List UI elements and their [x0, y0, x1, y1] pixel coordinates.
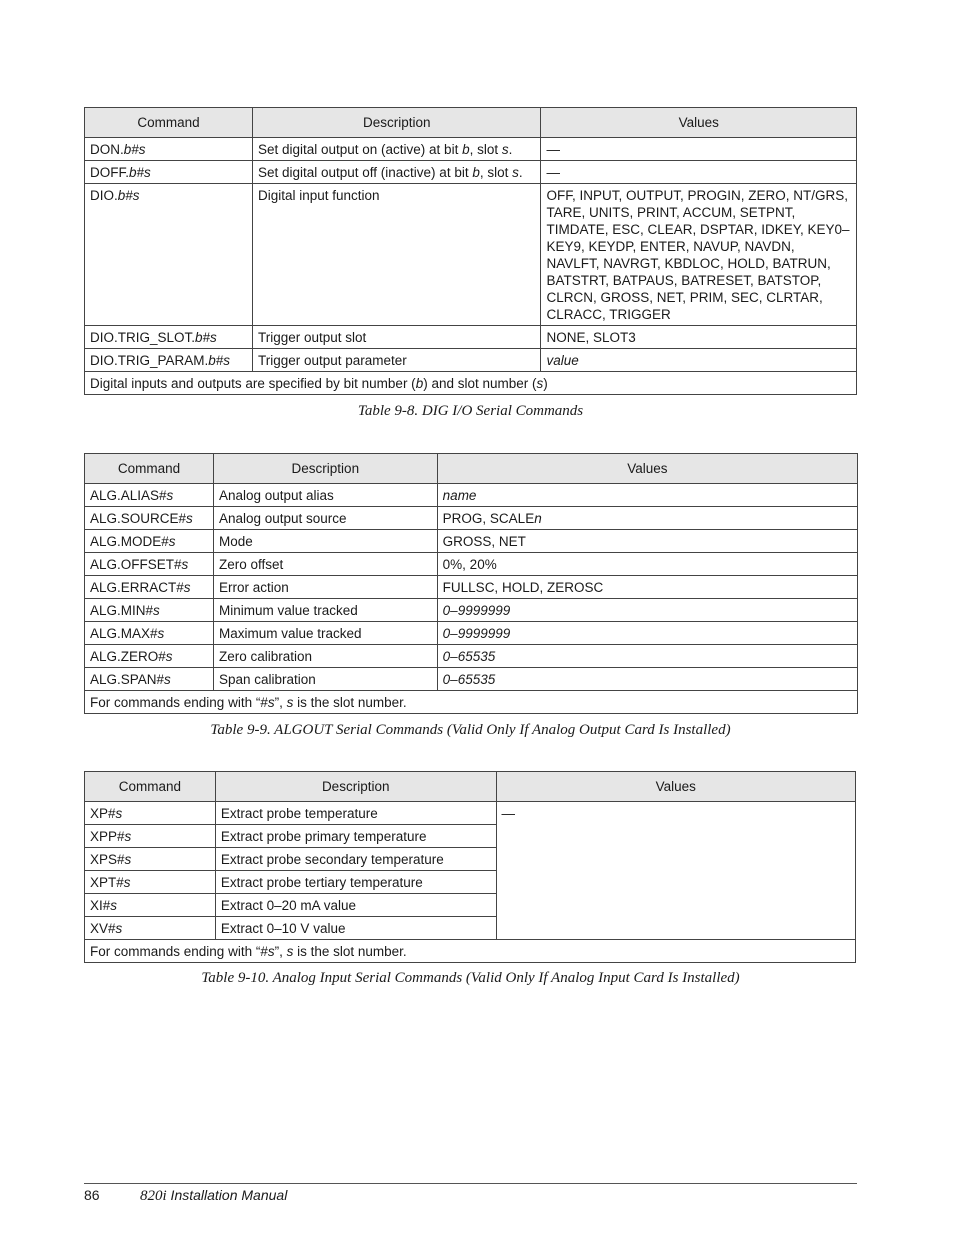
footer-divider	[84, 1183, 857, 1184]
description-cell: Set digital output on (active) at bit b, slot s.	[252, 138, 541, 161]
command-cell: DIO.TRIG_PARAM.b#s	[85, 349, 253, 372]
table-note-row	[85, 691, 858, 714]
table-row	[85, 645, 858, 668]
table-row	[85, 668, 858, 691]
table-note: For commands ending with “#s”, s is the slot number.	[85, 691, 858, 714]
values-cell: 0–9999999	[437, 599, 857, 622]
values-cell: GROSS, NET	[437, 530, 857, 553]
command-cell: ALG.ZERO#s	[85, 645, 214, 668]
table-row	[85, 530, 858, 553]
description-cell: Maximum value tracked	[213, 622, 437, 645]
column-header-description: Description	[215, 772, 496, 802]
table-note: Digital inputs and outputs are specified by bit number (b) and slot number (s)	[85, 372, 857, 395]
table-row	[85, 184, 857, 326]
command-cell: XPS#s	[85, 848, 216, 871]
table-row	[85, 161, 857, 184]
values-cell: NONE, SLOT3	[541, 326, 857, 349]
column-header-command: Command	[85, 772, 216, 802]
values-cell: —	[541, 161, 857, 184]
column-header-values: Values	[541, 108, 857, 138]
description-cell: Zero calibration	[213, 645, 437, 668]
command-cell: XPP#s	[85, 825, 216, 848]
command-cell: ALG.ALIAS#s	[85, 484, 214, 507]
command-cell: DON.b#s	[85, 138, 253, 161]
description-cell: Digital input function	[252, 184, 541, 326]
column-header-command: Command	[85, 454, 214, 484]
values-cell: —	[496, 802, 855, 940]
description-cell: Extract 0–10 V value	[215, 917, 496, 940]
dig-io-table	[84, 107, 857, 395]
description-cell: Extract probe primary temperature	[215, 825, 496, 848]
column-header-description: Description	[252, 108, 541, 138]
command-cell: ALG.OFFSET#s	[85, 553, 214, 576]
manual-title: Installation Manual	[166, 1187, 288, 1203]
table-note-row	[85, 372, 857, 395]
analog-input-table	[84, 771, 856, 963]
command-cell: XI#s	[85, 894, 216, 917]
table-caption: Table 9-8. DIG I/O Serial Commands	[357, 403, 584, 419]
description-cell: Analog output alias	[213, 484, 437, 507]
command-cell: DOFF.b#s	[85, 161, 253, 184]
table-row	[85, 802, 856, 825]
values-cell: 0%, 20%	[437, 553, 857, 576]
description-cell: Analog output source	[213, 507, 437, 530]
table-row	[85, 326, 857, 349]
command-cell: DIO.TRIG_SLOT.b#s	[85, 326, 253, 349]
command-cell: ALG.MIN#s	[85, 599, 214, 622]
values-cell: 0–9999999	[437, 622, 857, 645]
table-row	[85, 599, 858, 622]
command-cell: XV#s	[85, 917, 216, 940]
values-cell: OFF, INPUT, OUTPUT, PROGIN, ZERO, NT/GRS, TARE, UNITS, PRINT, ACCUM, SETPNT, TIMDATE, ESC, CLEAR, DSPTAR, IDKEY, KEY0–KEY9, KEYDP, ENTER, NAVUP, NAVDN, NAVLFT, NAVRGT, KBDLOC, HOLD, BATRUN, BATSTRT, BATPAUS, BATRESET, BATSTOP, CLRCN, GROSS, NET, PRIM, SEC, CLRTAR, CLRACC, TRIGGER	[541, 184, 857, 326]
table-caption: Table 9-9. ALGOUT Serial Commands (Valid Only If Analog Output Card Is Installed)	[210, 722, 731, 738]
column-header-values: Values	[437, 454, 857, 484]
table-note: For commands ending with “#s”, s is the slot number.	[85, 940, 856, 963]
table-header-row	[85, 108, 857, 138]
description-cell: Zero offset	[213, 553, 437, 576]
command-cell: ALG.MODE#s	[85, 530, 214, 553]
command-cell: DIO.b#s	[85, 184, 253, 326]
table-header-row	[85, 772, 856, 802]
table-row	[85, 576, 858, 599]
table-note-row	[85, 940, 856, 963]
table-row	[85, 138, 857, 161]
command-cell: ALG.ERRACT#s	[85, 576, 214, 599]
table-caption: Table 9-10. Analog Input Serial Commands (Valid Only If Analog Input Card Is Installed)	[201, 970, 740, 986]
algout-table	[84, 453, 858, 714]
column-header-description: Description	[213, 454, 437, 484]
column-header-values: Values	[496, 772, 855, 802]
description-cell: Set digital output off (inactive) at bit b, slot s.	[252, 161, 541, 184]
command-cell: ALG.SOURCE#s	[85, 507, 214, 530]
command-cell: ALG.MAX#s	[85, 622, 214, 645]
description-cell: Extract probe secondary temperature	[215, 848, 496, 871]
table-row	[85, 484, 858, 507]
description-cell: Trigger output parameter	[252, 349, 541, 372]
command-cell: XPT#s	[85, 871, 216, 894]
description-cell: Span calibration	[213, 668, 437, 691]
command-cell: ALG.SPAN#s	[85, 668, 214, 691]
values-cell: 0–65535	[437, 645, 857, 668]
model-name: 820i	[140, 1188, 167, 1204]
values-cell: value	[541, 349, 857, 372]
page-number: 86	[84, 1187, 100, 1203]
table-row	[85, 622, 858, 645]
page-footer	[84, 1187, 287, 1205]
description-cell: Trigger output slot	[252, 326, 541, 349]
column-header-command: Command	[85, 108, 253, 138]
description-cell: Minimum value tracked	[213, 599, 437, 622]
values-cell: FULLSC, HOLD, ZEROSC	[437, 576, 857, 599]
values-cell: PROG, SCALEn	[437, 507, 857, 530]
table-row	[85, 507, 858, 530]
table-header-row	[85, 454, 858, 484]
values-cell: 0–65535	[437, 668, 857, 691]
table-row	[85, 349, 857, 372]
description-cell: Mode	[213, 530, 437, 553]
description-cell: Extract probe temperature	[215, 802, 496, 825]
description-cell: Error action	[213, 576, 437, 599]
values-cell: name	[437, 484, 857, 507]
command-cell: XP#s	[85, 802, 216, 825]
values-cell: —	[541, 138, 857, 161]
description-cell: Extract 0–20 mA value	[215, 894, 496, 917]
table-row	[85, 553, 858, 576]
description-cell: Extract probe tertiary temperature	[215, 871, 496, 894]
